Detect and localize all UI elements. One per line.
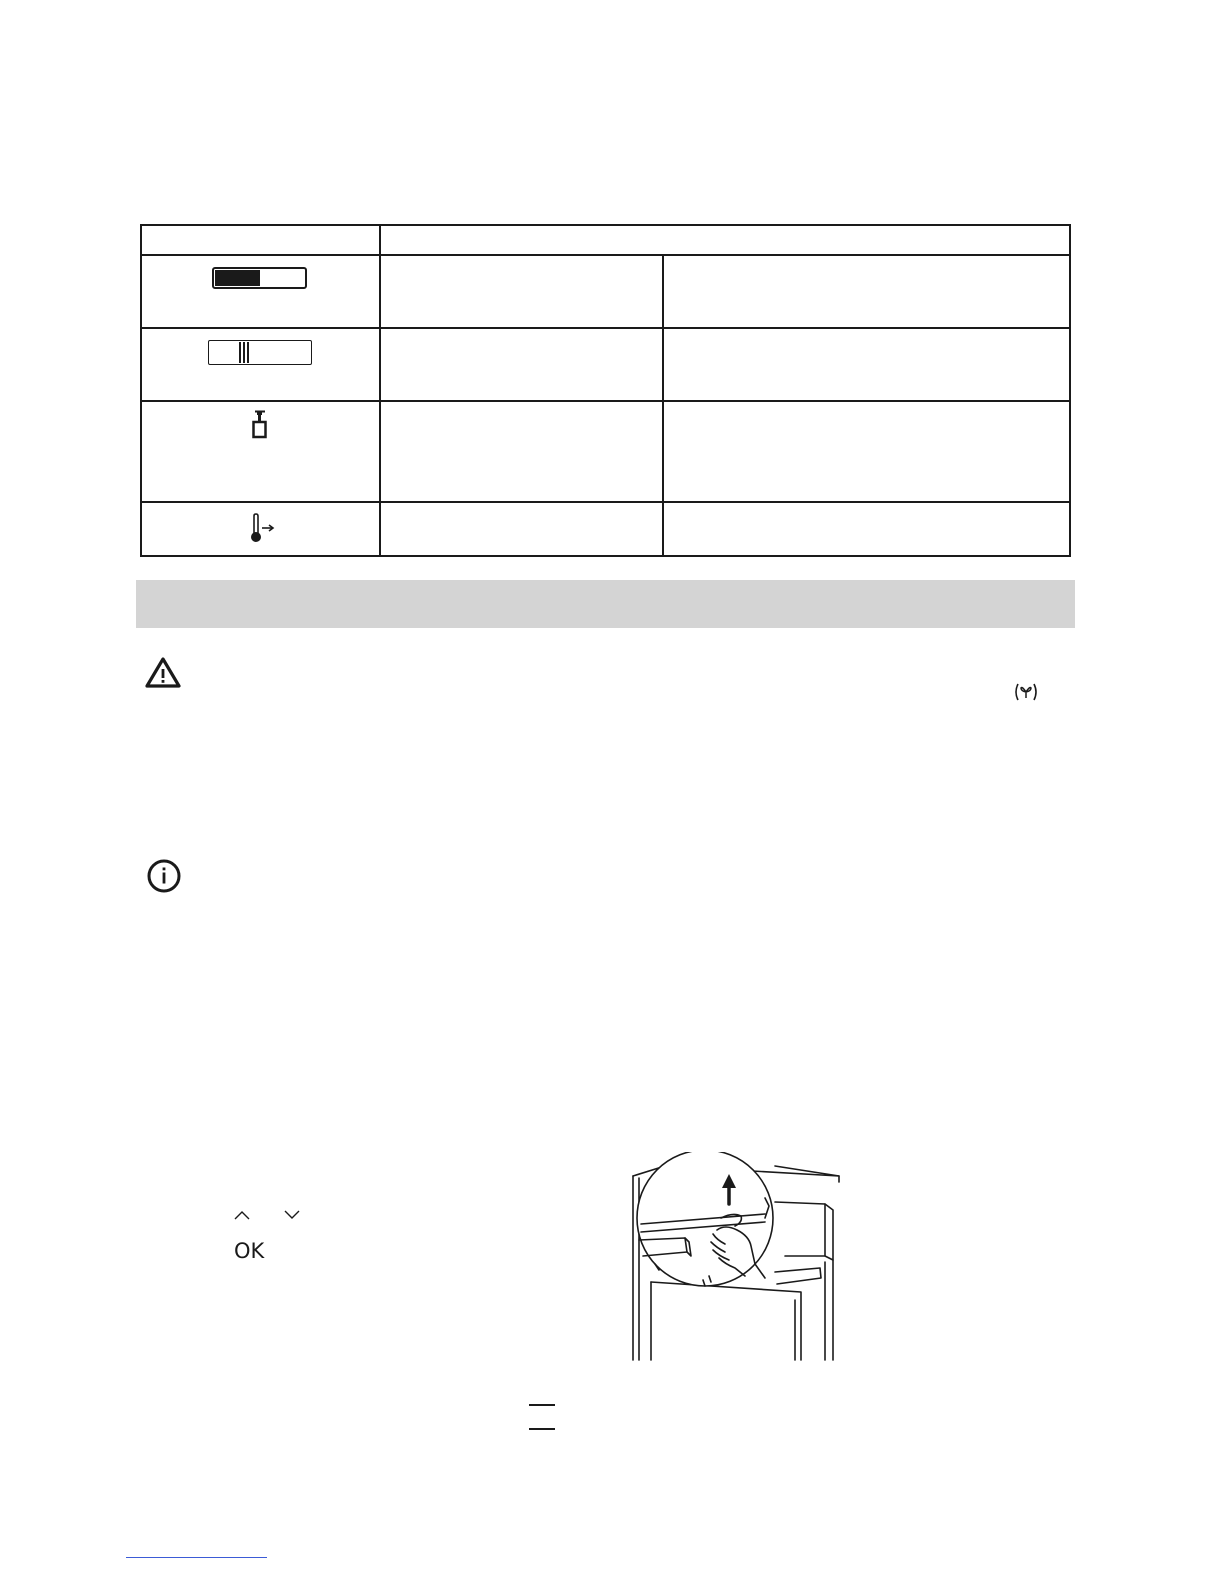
chevron-up-icon — [233, 1209, 251, 1221]
table-border-left — [140, 224, 142, 557]
table-border-top — [140, 224, 1071, 226]
double-line-icon — [528, 1402, 556, 1432]
fan-mode-icon — [1013, 682, 1039, 702]
appliance-door-illustration — [625, 1152, 845, 1364]
table-border-right — [1069, 224, 1071, 557]
info-circle-icon — [146, 858, 182, 894]
table-column-separator — [662, 254, 664, 557]
footer-link[interactable] — [126, 1557, 267, 1558]
table-column-separator — [379, 224, 381, 557]
table-header-separator — [140, 254, 1071, 256]
section-heading-banner — [136, 580, 1075, 628]
table-row-separator — [140, 327, 1071, 329]
bottle-icon — [250, 410, 270, 440]
table-row-separator — [140, 400, 1071, 402]
level-bar-fill — [215, 270, 260, 286]
thermometer-arrow-icon — [246, 513, 276, 545]
level-bar-icon — [212, 267, 307, 289]
table-border-bottom — [140, 555, 1071, 557]
chevron-down-icon — [283, 1209, 301, 1221]
striped-bar-icon — [208, 340, 312, 365]
warning-triangle-icon — [144, 656, 182, 689]
table-row-separator — [140, 501, 1071, 503]
ok-button-label: OK — [234, 1239, 265, 1263]
